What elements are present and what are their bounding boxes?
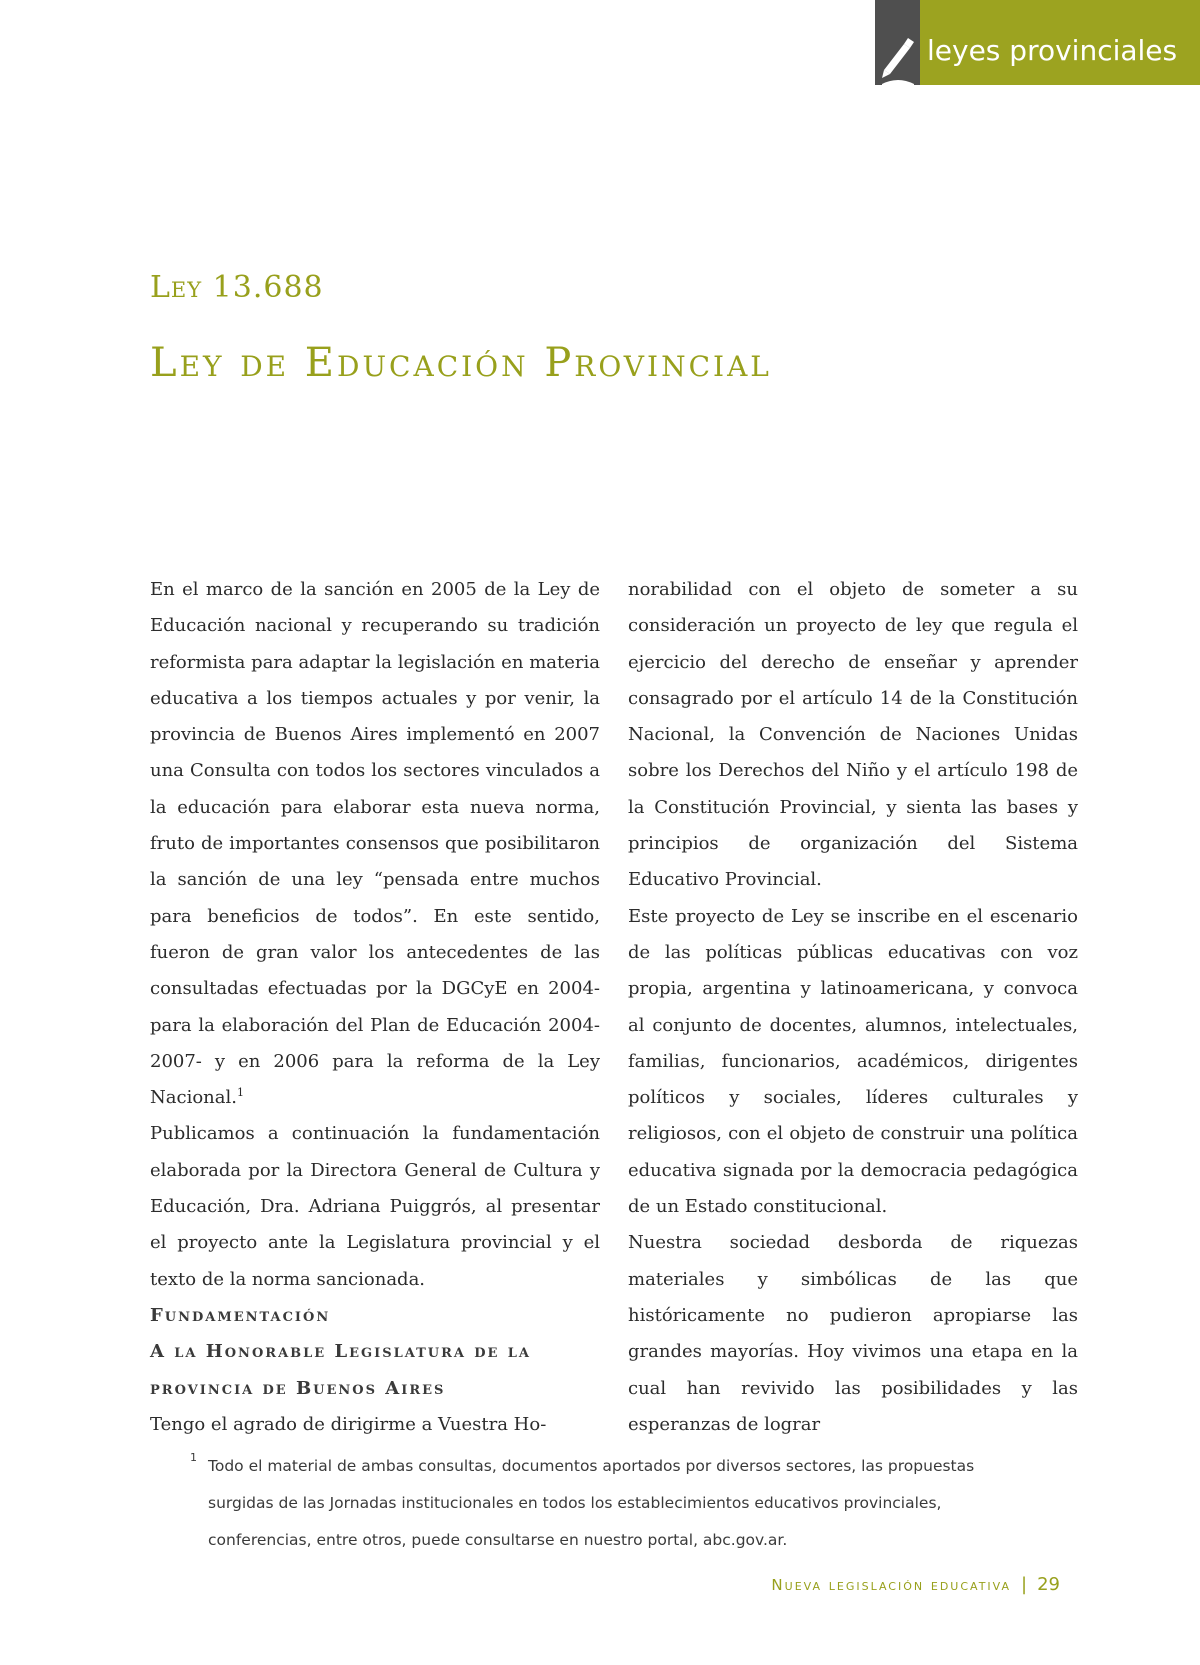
body-paragraph: norabilidad con el objeto de someter a su consideración un proyecto de ley que regula el ejercicio del derecho de enseñar y aprender consagrado por el artículo 14 de la Constitución Nacional, la Convención de Naciones Unidas sobre los Derechos del Niño y el artículo 198 de la Constitución Provincial, y sienta las bases y principios de organización del Sistema Educativo Provincial. (628, 579, 1078, 891)
page-footer (700, 1574, 1060, 1595)
tab-dark-block (875, 0, 920, 85)
pen-nib-icon (878, 30, 918, 88)
body-paragraph (150, 572, 600, 1116)
footnote-reference: 1 (236, 1086, 244, 1100)
publication-title: Nueva legislación educativa (771, 1576, 1012, 1594)
page-title: Ley de Educación Provincial (150, 340, 772, 386)
body-paragraph: Este proyecto de Ley se inscribe en el escenario de las políticas públicas educativas con voz propia, argentina y latinoamericana, y convoca al conjunto de docentes, alumnos, intelectuales, familias, funcionarios, académicos, dirigentes políticos y sociales, líderes culturales y religiosos, con el objeto de construir una política educativa signada por la democracia pedagógica de un Estado constitucional. (628, 905, 1078, 1218)
section-label: leyes provinciales (927, 34, 1178, 67)
footnote-marker: 1 (190, 1451, 197, 1464)
right-column (628, 572, 1078, 1443)
footnote-text: Todo el material de ambas consultas, documentos aportados por diversos sectores, las propuestas surgidas de las Jornadas institucionales en todos los establecimientos educativos provinciales, conferencias, entre otros, puede consultarse en nuestro portal, abc.gov.ar. (208, 1457, 975, 1549)
addressee-heading: A la Honorable Legislatura de la provincia de Buenos Aires (150, 1341, 531, 1399)
paragraph-text: En el marco de la sanción en 2005 de la Ley de Educación nacional y recuperando su tradición reformista para adaptar la legislación en materia educativa a los tiempos actuales y por venir, la provincia de Buenos Aires implementó en 2007 una Consulta con todos los sectores vinculados a la educación para elaborar esta nueva norma, fruto de importantes consensos que posibilitaron la sanción de una ley “pensada entre muchos para beneficios de todos”. En este sentido, fueron de gran valor los antecedentes de las consultadas efectuadas por la DGCyE en 2004- para la elaboración del Plan de Educación 2004-2007- y en 2006 para la reforma de la Ley Nacional. (150, 579, 600, 1109)
law-number: Ley 13.688 (150, 270, 324, 305)
left-column (150, 572, 600, 1443)
page-number: 29 (1037, 1574, 1060, 1595)
body-paragraph: Tengo el agrado de dirigirme a Vuestra Ho- (150, 1413, 547, 1435)
footer-separator: | (1021, 1574, 1028, 1595)
footnote (190, 1448, 1020, 1559)
section-tab (875, 0, 1200, 85)
body-paragraph: Publicamos a continuación la fundamentación elaborada por la Directora General de Cultura y Educación, Dra. Adriana Puiggrós, al presentar el proyecto ante la Legislatura provincial y el texto de la norma sancionada. (150, 1123, 600, 1290)
body-paragraph: Nuestra sociedad desborda de riquezas materiales y simbólicas de las que históricamente no pudieron apropiarse las grandes mayorías. Hoy vivimos una etapa en la cual han revivido las posibilidades y las esperanzas de lograr (628, 1232, 1078, 1435)
section-heading: Fundamentación (150, 1304, 331, 1326)
